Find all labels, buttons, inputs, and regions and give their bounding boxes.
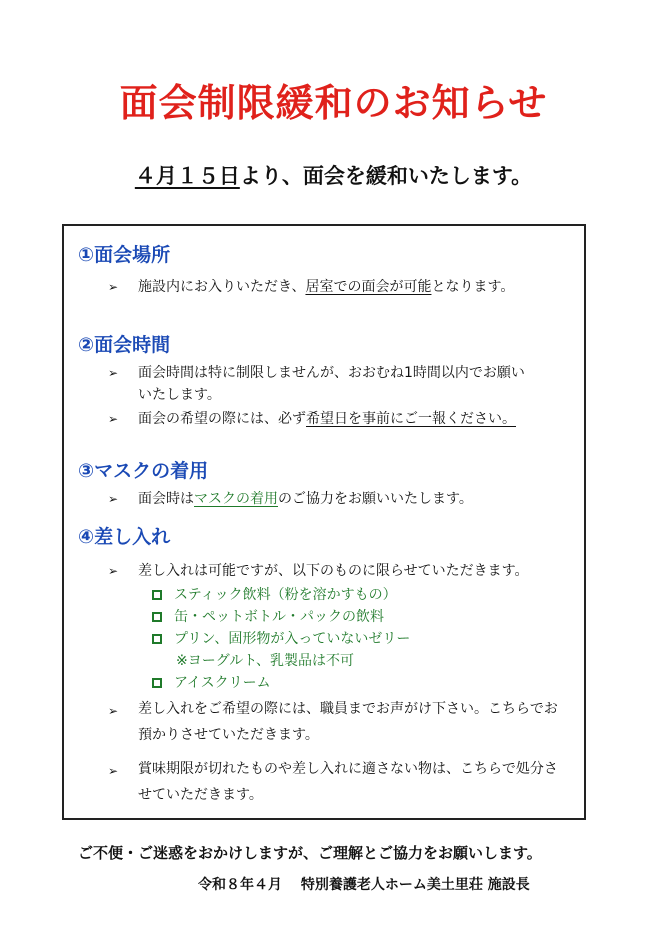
item-text: 差し入れは可能ですが、以下のものに限らせていただきます。 bbox=[138, 563, 529, 579]
allowed-item-text: スティック飲料（粉を溶かすもの） bbox=[174, 587, 397, 603]
list-item bbox=[108, 276, 578, 298]
allowed-item bbox=[152, 606, 384, 628]
arrow-bullet-icon: ➢ bbox=[108, 412, 119, 426]
item-underline: 居室での面会が可能 bbox=[305, 279, 432, 295]
list-item bbox=[108, 560, 578, 582]
item-underline: マスクの着用 bbox=[194, 491, 278, 507]
content-box bbox=[62, 224, 586, 820]
arrow-bullet-icon: ➢ bbox=[108, 366, 119, 380]
list-item bbox=[108, 362, 538, 406]
allowed-item bbox=[152, 672, 271, 694]
arrow-bullet-icon: ➢ bbox=[108, 764, 119, 778]
item-text: 差し入れをご希望の際には、職員までお声がけ下さい。こちらでお預かりさせていただきます。 bbox=[138, 701, 558, 743]
checkbox-icon bbox=[152, 634, 162, 644]
allowed-item-text: アイスクリーム bbox=[174, 675, 271, 691]
item-text: 施設内にお入りいただき、 bbox=[138, 279, 306, 295]
list-item bbox=[108, 408, 578, 430]
notice-subtitle bbox=[0, 160, 667, 190]
heading-mask: ③マスクの着用 bbox=[78, 460, 209, 482]
heading-visit-place: ①面会場所 bbox=[78, 244, 171, 266]
item-text: 面会時間は特に制限しませんが、おおむね1時間以内でお願いいたします。 bbox=[138, 365, 525, 403]
checkbox-icon bbox=[152, 590, 162, 600]
allowed-item bbox=[152, 628, 410, 650]
item-text: 面会時は bbox=[138, 491, 194, 507]
item-underline: 希望日を事前にご一報ください。 bbox=[306, 411, 516, 427]
list-item bbox=[108, 488, 578, 510]
arrow-bullet-icon: ➢ bbox=[108, 280, 119, 294]
heading-visit-time: ②面会時間 bbox=[78, 334, 171, 356]
start-date: ４月１５日 bbox=[134, 164, 240, 188]
notice-title: 面会制限緩和のお知らせ bbox=[119, 81, 548, 125]
checkbox-icon bbox=[152, 678, 162, 688]
subtitle-rest: より、面会を緩和いたします。 bbox=[239, 164, 533, 188]
item-text: となります。 bbox=[431, 279, 515, 295]
list-item bbox=[108, 756, 558, 808]
item-text: のご協力をお願いいたします。 bbox=[278, 491, 473, 507]
arrow-bullet-icon: ➢ bbox=[108, 492, 119, 506]
checkbox-icon bbox=[152, 612, 162, 622]
heading-gifts: ④差し入れ bbox=[78, 526, 171, 548]
item-text: 面会の希望の際には、必ず bbox=[138, 411, 306, 427]
arrow-bullet-icon: ➢ bbox=[108, 564, 119, 578]
allowed-item bbox=[152, 584, 397, 606]
arrow-bullet-icon: ➢ bbox=[108, 704, 119, 718]
allowed-item-text: 缶・ペットボトル・パックの飲料 bbox=[174, 609, 384, 625]
allowed-item-text: プリン、固形物が入っていないゼリー bbox=[174, 631, 411, 647]
footer-signature: 令和８年４月 特別養護老人ホーム美土里荘 施設長 bbox=[198, 877, 530, 893]
list-item bbox=[108, 696, 568, 748]
allowed-note: ※ヨーグルト、乳製品は不可 bbox=[176, 653, 355, 669]
item-text: 賞味期限が切れたものや差し入れに適さない物は、こちらで処分させていただきます。 bbox=[138, 761, 558, 803]
footer-message: ご不便・ご迷惑をおかけしますが、ご理解とご協力をお願いします。 bbox=[78, 844, 542, 862]
